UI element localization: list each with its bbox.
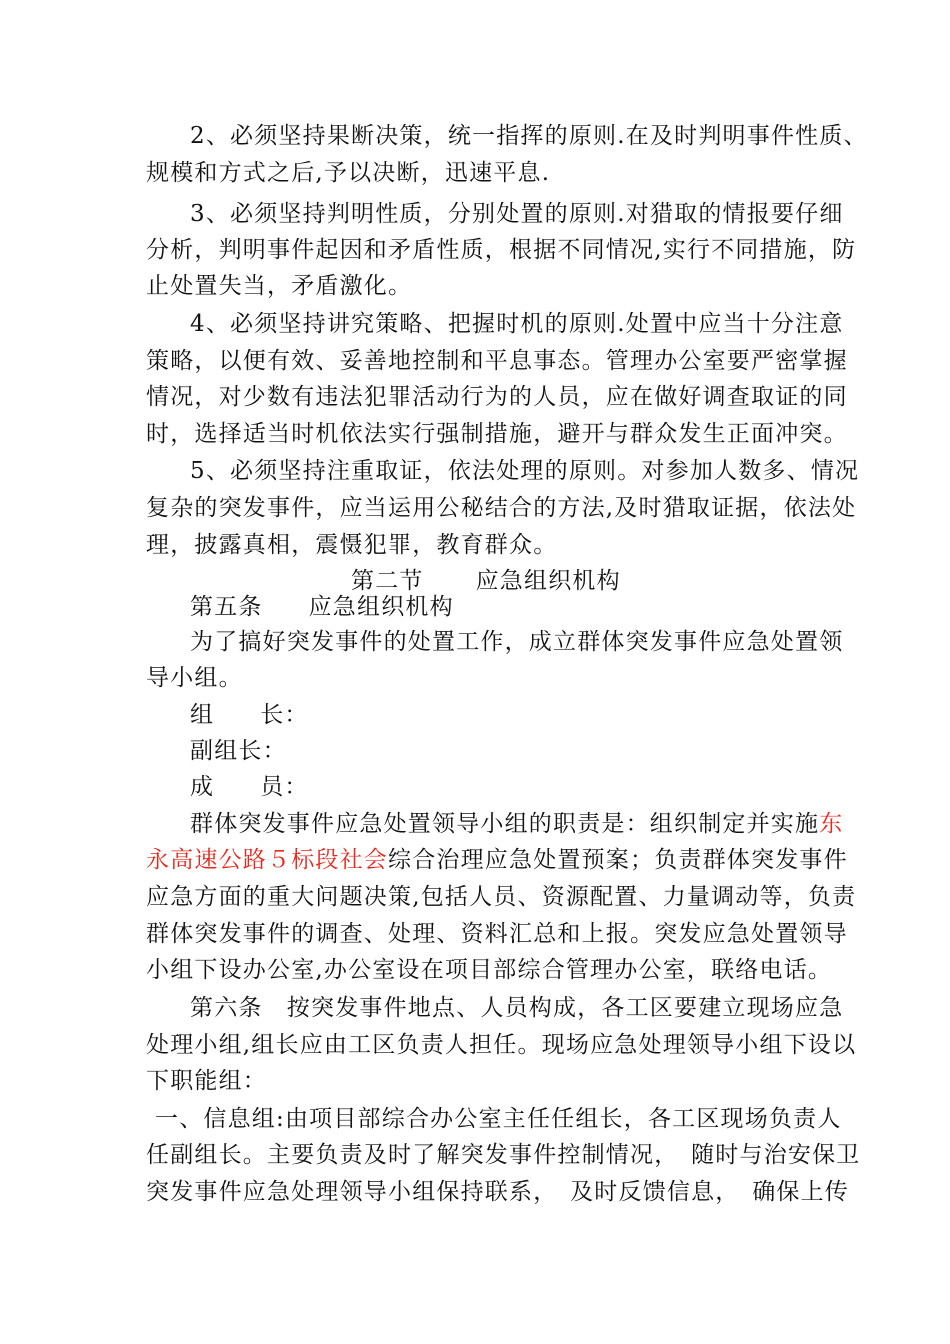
article-5-title: 应急组织机构 bbox=[308, 594, 454, 620]
member-label-part-2: 员： bbox=[260, 774, 309, 800]
leader-label-part-1: 组 bbox=[190, 702, 215, 728]
duties-text: 综合治理应急处置预案；负责群体突发事件 bbox=[388, 847, 848, 873]
article-5-number: 第五条 bbox=[190, 594, 263, 620]
leader-row bbox=[190, 700, 309, 730]
project-name-highlight: 东 bbox=[819, 811, 844, 837]
article-6-line-2: 处理小组,组长应由工区负责人担任。现场应急处理领导小组下设以 bbox=[146, 1032, 857, 1058]
article-6-line-3: 下职能组： bbox=[146, 1068, 267, 1094]
duties-line-1 bbox=[190, 809, 843, 839]
member-row bbox=[190, 772, 309, 802]
principle-3-line-3: 止处置失当，矛盾激化。 bbox=[146, 273, 413, 299]
duties-line-3: 应急方面的重大问题决策,包括人员、资源配置、力量调动等，负责 bbox=[146, 884, 857, 910]
info-group-line-1: 一、信息组:由项目部综合办公室主任任组长，各工区现场负责人 bbox=[155, 1106, 842, 1132]
duties-line-2 bbox=[146, 845, 848, 875]
leader-label-part-2: 长： bbox=[260, 702, 309, 728]
info-group-line-2: 任副组长。主要负责及时了解突发事件控制情况， 随时与治安保卫 bbox=[146, 1142, 861, 1168]
article-6-line-1: 第六条 按突发事件地点、人员构成，各工区要建立现场应急 bbox=[190, 995, 844, 1021]
principle-5-line-1: 5、必须坚持注重取证，依法处理的原则。对参加人数多、情况 bbox=[190, 458, 860, 484]
project-name-highlight-continued: 永高速公路５标段社会 bbox=[146, 847, 388, 873]
principle-3-line-1: 3、必须坚持判明性质，分别处置的原则.对猎取的情报要仔细 bbox=[190, 201, 844, 227]
principle-4-line-3: 情况，对少数有违法犯罪活动行为的人员，应在做好调查取证的同 bbox=[146, 384, 848, 410]
deputy-leader-row: 副组长： bbox=[190, 738, 287, 764]
principle-3-line-2: 分析，判明事件起因和矛盾性质，根据不同情况,实行不同措施，防 bbox=[146, 237, 857, 263]
principle-4-line-4: 时，选择适当时机依法实行强制措施，避开与群众发生正面冲突。 bbox=[146, 421, 848, 447]
duties-line-4: 群体突发事件的调查、处理、资料汇总和上报。突发应急处置领导 bbox=[146, 921, 848, 947]
section-title: 应急组织机构 bbox=[475, 568, 621, 594]
principle-5-line-3: 理，披露真相，震慑犯罪，教育群众。 bbox=[146, 532, 558, 558]
principle-5-line-2: 复杂的突发事件，应当运用公秘结合的方法,及时猎取证据，依法处 bbox=[146, 495, 857, 521]
principle-4-line-2: 策略，以便有效、妥善地控制和平息事态。管理办公室要严密掌握 bbox=[146, 348, 848, 374]
article-5-heading bbox=[190, 592, 454, 622]
section-number: 第二节 bbox=[351, 568, 424, 594]
member-label-part-1: 成 bbox=[190, 774, 215, 800]
intro-line-1: 为了搞好突发事件的处置工作，成立群体突发事件应急处置领 bbox=[190, 629, 844, 655]
principle-2-line-2: 规模和方式之后,予以决断，迅速平息. bbox=[146, 160, 551, 186]
principle-4-line-1: 4、必须坚持讲究策略、把握时机的原则.处置中应当十分注意 bbox=[190, 311, 844, 337]
info-group-line-3: 突发事件应急处理领导小组保持联系， 及时反馈信息， 确保上传 bbox=[146, 1179, 849, 1205]
principle-2-line-1: 2、必须坚持果断决策，统一指挥的原则.在及时判明事件性质、 bbox=[190, 123, 868, 149]
intro-line-2: 导小组。 bbox=[146, 665, 243, 691]
duties-text: 群体突发事件应急处置领导小组的职责是：组织制定并实施 bbox=[190, 811, 820, 837]
duties-line-5: 小组下设办公室,办公室设在项目部综合管理办公室，联络电话。 bbox=[146, 957, 833, 983]
